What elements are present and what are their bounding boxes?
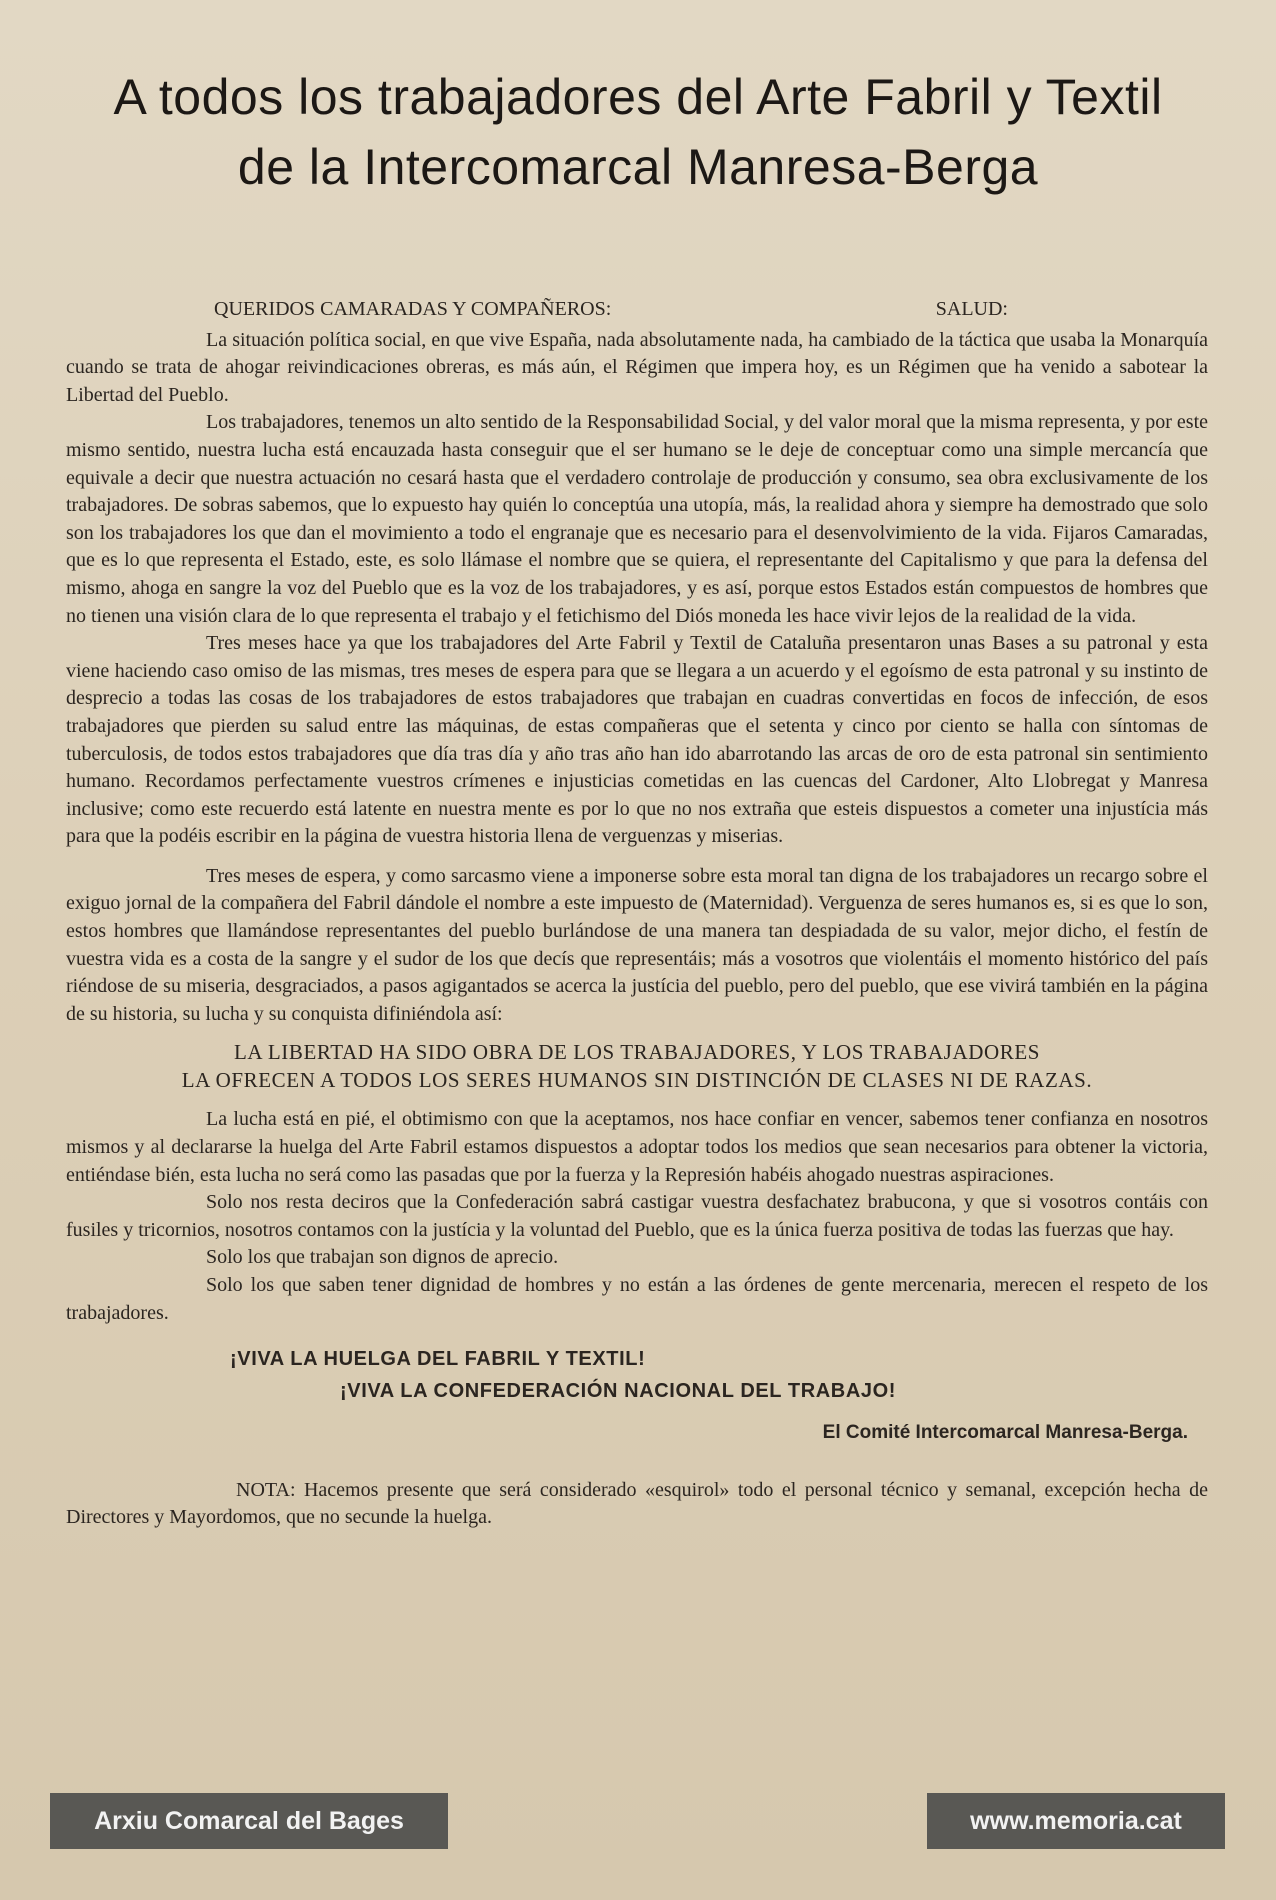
greeting-right: SALUD: — [935, 298, 1008, 320]
watermark-archive: Arxiu Comarcal del Bages — [50, 1793, 448, 1849]
paragraph-6: Solo nos resta deciros que la Confederación sabrá castigar vuestra desfachatez brabucona, y que si vosotros contáis con fusiles y tricornios, nosotros contamos con la justícia y la voluntad del Pueblo, que es la única fuerza positiva de todas las fuerzas que hay. — [66, 1191, 1208, 1241]
paragraph-8: Solo los que saben tener dignidad de hombres y no están a las órdenes de gente mercenaria, merecen el respeto de los trabajadores. — [66, 1274, 1208, 1324]
poster-body — [66, 296, 1208, 1532]
greeting — [66, 296, 1208, 324]
paragraph-5: La lucha está en pié, el obtimismo con que la aceptamos, nos hace confiar en vencer, sabemos tener confianza en nosotros mismos y al declararse la huelga del Arte Fabril estamos dispuestos a adoptar todos los medios que sean necesarios para obtener la victoria, entiéndase bién, esta lucha no será como las pasadas que por la fuerza y la Represión habéis ahogado nuestras aspiraciones. — [66, 1108, 1208, 1186]
paragraph-7: Solo los que trabajan son dignos de aprecio. — [206, 1246, 559, 1269]
poster-title — [0, 62, 1276, 202]
paragraph-4: Tres meses de espera, y como sarcasmo viene a imponerse sobre esta moral tan digna de los trabajadores un recargo sobre el exiguo jornal de la compañera del Fabril dándole el nombre a este impuesto de (Maternidad). Verguenza de seres humanos es, si es que lo son, estos hombres que llamándose representantes del pueblo burlándose de una manera tan despiadada de su valor, mejor dicho, el festín de vuestra vida es a costa de la sangre y el sudor de los que decís que representáis; más a vosotros que violentáis el momento histórico del país riéndose de su miseria, desgraciados, a pasos agigantados se acerca la justícia del pueblo, pero del pueblo, que ese vivirá también en la página de su historia, su lucha y su conquista difiniéndola así: — [66, 864, 1208, 1025]
viva-line-2: ¡VIVA LA CONFEDERACIÓN NACIONAL DEL TRABAJO! — [340, 1380, 897, 1403]
title-line-1: A todos los trabajadores del Arte Fabril y Textil — [113, 69, 1163, 125]
slogan — [66, 1038, 1208, 1094]
watermark-website: www.memoria.cat — [927, 1793, 1225, 1849]
signature: El Comité Intercomarcal Manresa-Berga. — [822, 1422, 1188, 1444]
viva-line-1: ¡VIVA LA HUELGA DEL FABRIL Y TEXTIL! — [230, 1348, 646, 1371]
vivas — [66, 1343, 1208, 1407]
paragraph-3: Tres meses hace ya que los trabajadores del Arte Fabril y Textil de Cataluña presentaron unas Bases a su patronal y esta viene haciendo caso omiso de las mismas, tres meses de espera para que se llegara a un acuerdo y el egoísmo de esta patronal y su instinto de desprecio a todas las cosas de los trabajadores de estos trabajadores que trabajan en cuadras convertidas en focos de infección, de esos trabajadores que pierden su salud entre las máquinas, de estas compañeras que el setenta y cinco por ciento se halla con síntomas de tuberculosis, de todos estos trabajadores que día tras día y año tras año han ido abarrotando las arcas de oro de esta patronal sin sentimiento humano. Recordamos perfectamente vuestros crímenes e injusticias cometidas en las cuencas del Cardoner, Alto Llobregat y Manresa inclusive; como este recuerdo está latente en nuestra mente es por lo que no nos extraña que esteis dispuestos a cometer una injustícia más para que la podéis escribir en la página de vuestra historia llena de verguenzas y miserias. — [66, 632, 1208, 848]
paragraph-1: La situación política social, en que vive España, nada absolutamente nada, ha cambiado de la táctica que usaba la Monarquía cuando se trata de ahogar reivindicaciones obreras, es más aún, el Régimen que impera hoy, es un Régimen que ha venido a sabotear la Libertad del Pueblo. — [66, 328, 1208, 406]
paragraph-2: Los trabajadores, tenemos un alto sentido de la Responsabilidad Social, y del valor moral que la misma representa, y por este mismo sentido, nuestra lucha está encauzada hasta conseguir que el ser humano se le deje de conceptuar como una simple mercancía que equivale a decir que nuestra actuación no cesará hasta que el verdadero controlaje de producción y consumo, sea obra exclusivamente de los trabajadores. De sobras sabemos, que lo expuesto hay quién lo conceptúa una utopía, más, la realidad ahora y siempre ha demostrado que solo son los trabajadores los que dan el movimiento a todo el engranaje que es necesario para el desenvolvimiento de la vida. Fijaros Camaradas, que es lo que representa el Estado, este, es solo llámase el nombre que se quiera, el representante del Capitalismo y que para la defensa del mismo, ahoga en sangre la voz del Pueblo que es la voz de los trabajadores, y es así, porque estos Estados están compuestos de hombres que no tienen una visión clara de lo que representa el trabajo y el fetichismo del Diós moneda les hace vivir lejos de la realidad de la vida. — [66, 411, 1208, 627]
slogan-line-1: LA LIBERTAD HA SIDO OBRA DE LOS TRABAJADORES, Y LOS TRABAJADORES — [233, 1040, 1041, 1065]
slogan-line-2: LA OFRECEN A TODOS LOS SERES HUMANOS SIN DISTINCIÓN DE CLASES NI DE RAZAS. — [181, 1068, 1093, 1093]
nota: NOTA: Hacemos presente que será considerado «esquirol» todo el personal técnico y semanal, excepción hecha de Directores y Mayordomos, que no secunde la huelga. — [66, 1478, 1208, 1529]
title-line-2: de la Intercomarcal Manresa-Berga — [237, 139, 1039, 195]
greeting-left: QUERIDOS CAMARADAS Y COMPAÑEROS: — [214, 298, 612, 320]
